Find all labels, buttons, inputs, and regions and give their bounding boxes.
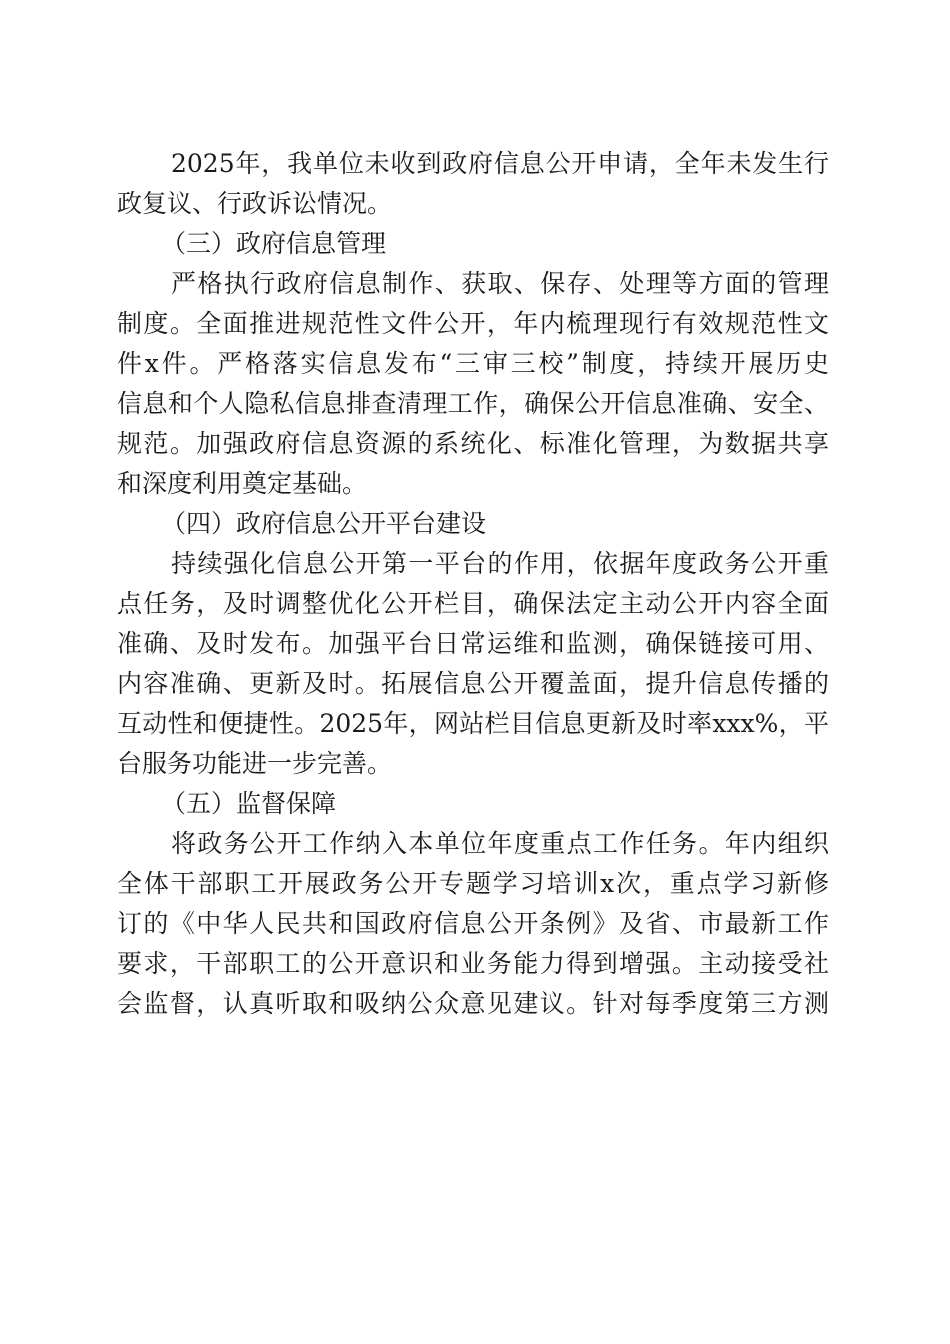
paragraph-line: 台服务功能进一步完善。 xyxy=(117,749,393,778)
paragraph-line: 持续强化信息公开第一平台的作用，依据年度政务公开重 xyxy=(171,549,829,578)
paragraph-line: 全体干部职工开展政务公开专题学习培训x次，重点学习新修 xyxy=(117,869,829,898)
paragraph-line: 内容准确、更新及时。拓展信息公开覆盖面，提升信息传播的 xyxy=(117,669,829,698)
paragraph-no-applications xyxy=(117,144,829,224)
paragraph-info-management xyxy=(117,264,829,504)
paragraph-supervision xyxy=(117,824,829,1024)
section-heading: （三）政府信息管理 xyxy=(161,229,387,258)
paragraph-line: 订的《中华人民共和国政府信息公开条例》及省、市最新工作 xyxy=(117,909,829,938)
paragraph-line: 互动性和便捷性。2025年，网站栏目信息更新及时率xxx%，平 xyxy=(117,709,829,738)
paragraph-line: 将政务公开工作纳入本单位年度重点工作任务。年内组织 xyxy=(171,829,829,858)
paragraph-line: 信息和个人隐私信息排查清理工作，确保公开信息准确、安全、 xyxy=(117,389,829,418)
paragraph-line: 和深度利用奠定基础。 xyxy=(117,469,368,498)
section-heading: （四）政府信息公开平台建设 xyxy=(161,509,487,538)
section-heading-supervision xyxy=(117,784,829,824)
section-heading-info-management xyxy=(117,224,829,264)
paragraph-line: 会监督，认真听取和吸纳公众意见建议。针对每季度第三方测 xyxy=(117,989,829,1018)
document-body xyxy=(117,144,829,1024)
paragraph-line: 件x件。严格落实信息发布“三审三校”制度，持续开展历史 xyxy=(117,349,829,378)
paragraph-line: 规范。加强政府信息资源的系统化、标准化管理，为数据共享 xyxy=(117,429,829,458)
paragraph-line: 准确、及时发布。加强平台日常运维和监测，确保链接可用、 xyxy=(117,629,829,658)
section-heading-platform xyxy=(117,504,829,544)
paragraph-line: 2025年，我单位未收到政府信息公开申请，全年未发生行 xyxy=(171,149,829,178)
paragraph-line: 制度。全面推进规范性文件公开，年内梳理现行有效规范性文 xyxy=(117,309,829,338)
paragraph-line: 严格执行政府信息制作、获取、保存、处理等方面的管理 xyxy=(171,269,829,298)
paragraph-platform xyxy=(117,544,829,784)
paragraph-line: 政复议、行政诉讼情况。 xyxy=(117,189,393,218)
section-heading: （五）监督保障 xyxy=(161,789,337,818)
paragraph-line: 要求，干部职工的公开意识和业务能力得到增强。主动接受社 xyxy=(117,949,829,978)
paragraph-line: 点任务，及时调整优化公开栏目，确保法定主动公开内容全面 xyxy=(117,589,829,618)
